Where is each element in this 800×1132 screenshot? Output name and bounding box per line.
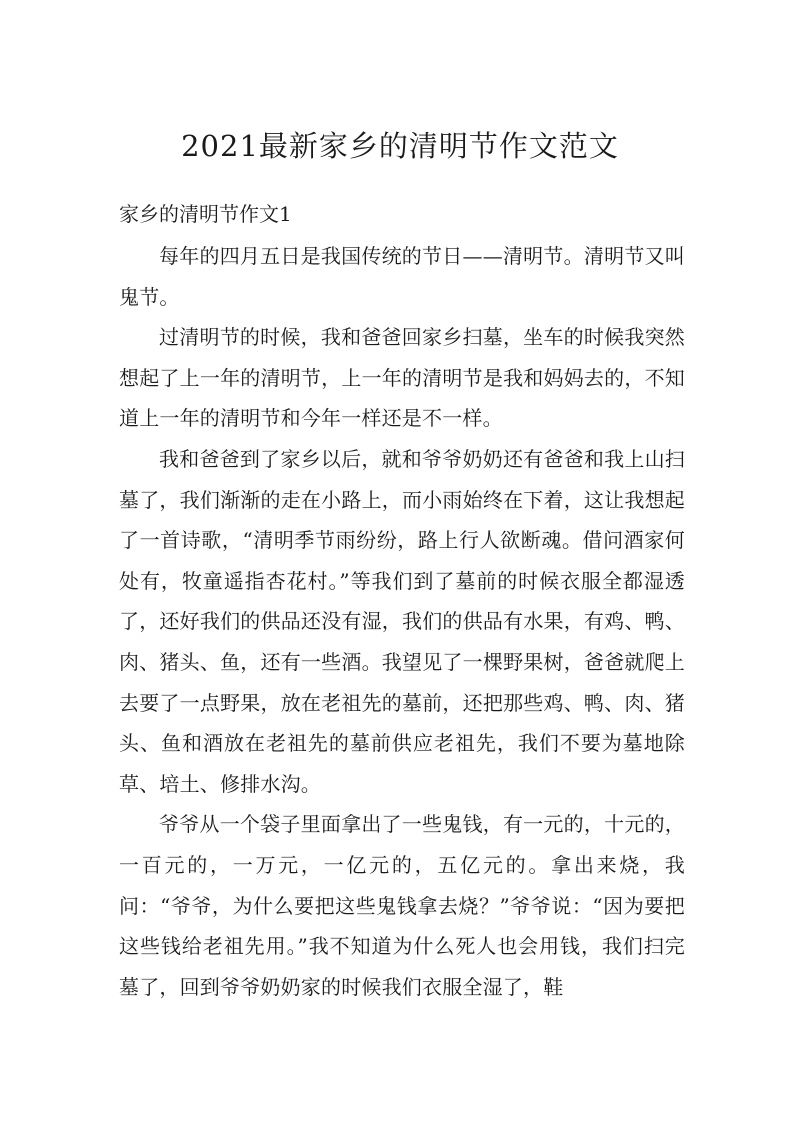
paragraph: 过清明节的时候，我和爸爸回家乡扫墓，坐车的时候我突然想起了上一年的清明节，上一年的清明节是我和妈妈去的，不知道上一年的清明节和今年一样还是不一样。 [119, 325, 685, 431]
paragraph: 我和爸爸到了家乡以后，就和爷爷奶奶还有爸爸和我上山扫墓了，我们渐渐的走在小路上，而小雨始终在下着，这让我想起了一首诗歌，“清明季节雨纷纷，路上行人欲断魂。借问酒家何处有，牧童遥指杏花村。”等我们到了墓前的时候衣服全都湿透了，还好我们的供品还没有湿，我们的供品有水果，有鸡、鸭、肉、猪头、鱼，还有一些酒。我望见了一棵野果树，爸爸就爬上去要了一点野果，放在老祖先的墓前，还把那些鸡、鸭、肉、猪头、鱼和酒放在老祖先的墓前供应老祖先，我们不要为墓地除草、培土、修排水沟。 [119, 446, 685, 796]
paragraph: 每年的四月五日是我国传统的节日——清明节。清明节又叫鬼节。 [119, 244, 685, 309]
paragraph: 爷爷从一个袋子里面拿出了一些鬼钱，有一元的，十元的，一百元的，一万元，一亿元的，五亿元的。拿出来烧，我问：“爷爷，为什么要把这些鬼钱拿去烧？”爷爷说：“因为要把这些钱给老祖先用。”我不知道为什么死人也会用钱，我们扫完墓了，回到爷爷奶奶家的时候我们衣服全湿了，鞋 [119, 812, 685, 999]
section-heading: 家乡的清明节作文1 [119, 202, 292, 226]
document-title: 2021最新家乡的清明节作文范文 [181, 129, 619, 163]
essay-body [119, 236, 685, 1007]
